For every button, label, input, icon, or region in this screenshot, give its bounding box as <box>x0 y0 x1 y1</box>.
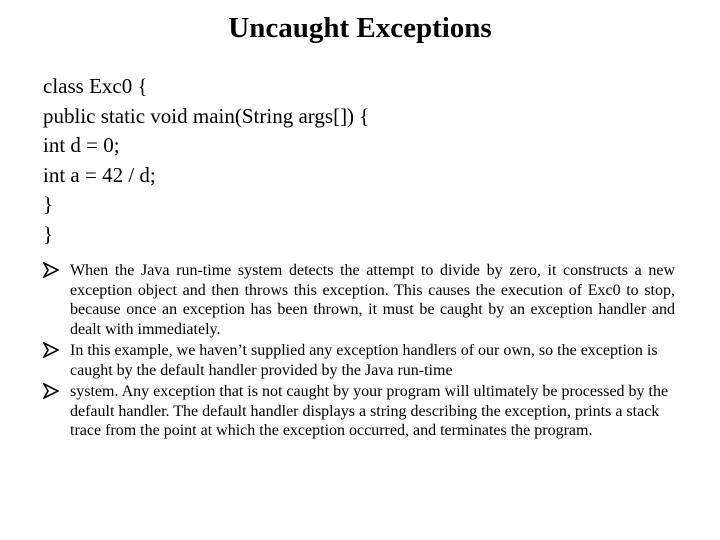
slide-title: Uncaught Exceptions <box>228 12 492 44</box>
code-line: int a = 42 / d; <box>43 162 156 187</box>
bullet-text: In this example, we haven’t supplied any exception handlers of our own, so the exception is caught by the default handler provided by the Java run-time <box>70 342 658 379</box>
arrow-bullet-icon <box>43 383 59 399</box>
list-item <box>43 261 675 339</box>
list-item <box>43 382 675 441</box>
bullet-text: system. Any exception that is not caught by your program will ultimately be processed by the default handler. The default handler displays a string describing the exception, prints a stack trace from the point at which the exception occurred, and terminates the program. <box>70 383 669 439</box>
code-line: class Exc0 { <box>43 74 148 98</box>
code-line: public static void main(String args[]) { <box>43 103 370 128</box>
code-line: int d = 0; <box>43 133 120 157</box>
code-block <box>43 72 683 249</box>
code-line: } <box>43 192 54 216</box>
list-item <box>43 341 675 380</box>
bullet-text: When the Java run-time system detects the attempt to divide by zero, it constructs a new exception object and then throws this exception. This causes the execution of Exc0 to stop, because once an exception has been thrown, it must be caught by an exception handler and dealt with immediately. <box>70 262 675 338</box>
code-line: } <box>43 221 54 246</box>
bullet-list <box>43 261 675 441</box>
arrow-bullet-icon <box>43 262 59 278</box>
arrow-bullet-icon <box>43 342 59 358</box>
